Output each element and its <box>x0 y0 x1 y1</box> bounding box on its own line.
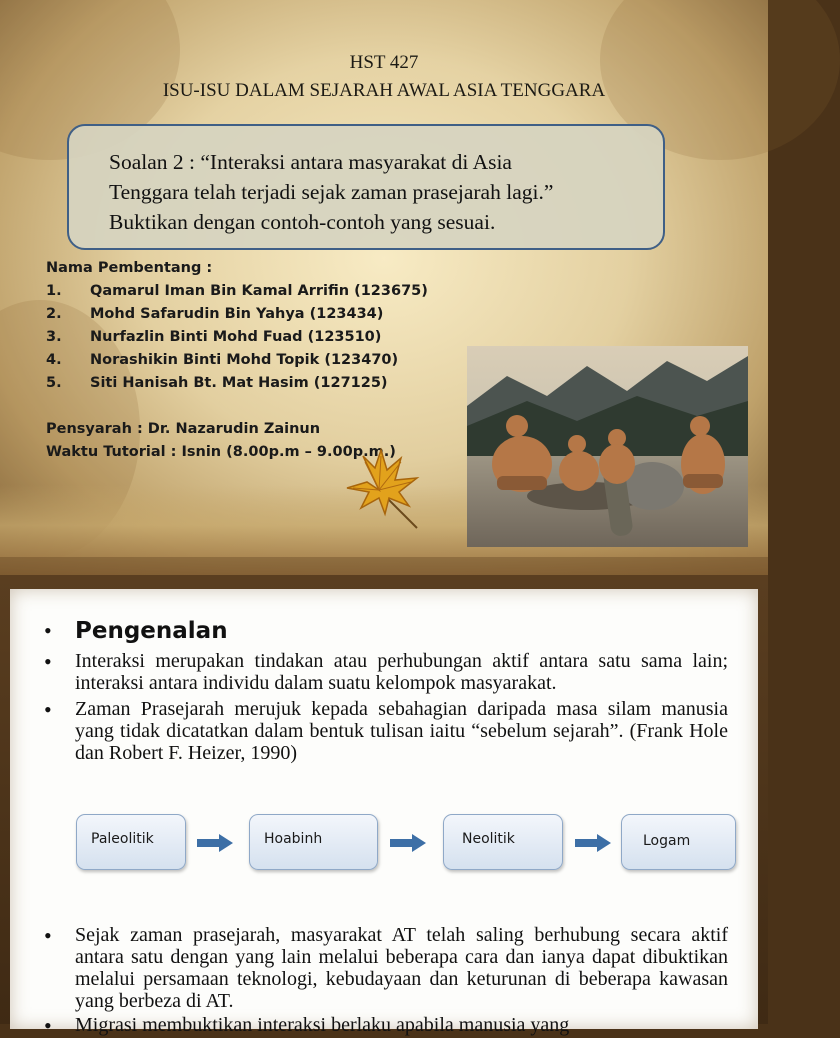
section-heading: Pengenalan <box>75 618 228 644</box>
arrow-right-icon <box>390 834 426 852</box>
presenter-number: 4. <box>46 352 62 368</box>
interaction-content <box>44 924 728 1037</box>
era-box-neolitik: Neolitik <box>443 814 563 870</box>
presenter-number: 3. <box>46 329 62 345</box>
presenter-name: Siti Hanisah Bt. Mat Hasim (127125) <box>90 375 388 391</box>
bullet-icon: • <box>44 697 52 722</box>
prehistoric-people-photo <box>467 346 748 547</box>
presenter-name: Mohd Safarudin Bin Yahya (123434) <box>90 306 384 322</box>
bullet-icon: • <box>44 649 52 674</box>
lecturer-name: Pensyarah : Dr. Nazarudin Zainun <box>46 421 321 437</box>
bullet-icon: • <box>44 923 52 948</box>
heading-bullet <box>44 617 728 645</box>
era-box-hoabinh: Hoabinh <box>249 814 378 870</box>
introduction-slide <box>0 575 768 1038</box>
presenter-list-label: Nama Pembentang : <box>46 260 213 276</box>
presenter-list <box>46 257 428 395</box>
migration-paragraph: Migrasi membuktikan interaksi berlaku apabila manusia yang <box>75 1014 570 1036</box>
question-line: Soalan 2 : “Interaksi antara masyarakat di Asia <box>109 150 512 174</box>
presenter-name: Nurfazlin Binti Mohd Fuad (123510) <box>90 329 382 345</box>
question-line: Buktikan dengan contoh-contoh yang sesuai. <box>109 210 496 234</box>
lecturer-info <box>46 418 396 464</box>
definition-interaksi: Interaksi merupakan tindakan atau perhubungan aktif antara satu sama lain; interaksi antara individu dalam suatu kelompok masyarakat. <box>75 650 728 694</box>
era-box-paleolitik: Paleolitik <box>76 814 186 870</box>
presenter-item <box>46 372 428 395</box>
tutorial-time: Waktu Tutorial : Isnin (8.00p.m – 9.00p.m.) <box>46 444 396 460</box>
bullet-item <box>44 650 728 694</box>
paper-torn-edge <box>0 557 768 575</box>
maple-leaf-icon <box>345 448 427 532</box>
presenter-item <box>46 326 428 349</box>
introduction-content <box>44 617 728 764</box>
presenter-number: 5. <box>46 375 62 391</box>
course-title: ISU-ISU DALAM SEJARAH AWAL ASIA TENGGARA <box>162 80 606 101</box>
bullet-item <box>44 924 728 1012</box>
bullet-icon: • <box>44 1013 52 1038</box>
interaction-paragraph: Sejak zaman prasejarah, masyarakat AT telah saling berhubung secara aktif antara satu dengan yang lain melalui beberapa cara dan ianya dapat dibuktikan melalui persamaan teknologi, kebudayaan dan keturunan di beberapa kawasan yang berbeza di AT. <box>75 924 728 1012</box>
arrow-right-icon <box>575 834 611 852</box>
question-box <box>67 124 665 250</box>
definition-prasejarah: Zaman Prasejarah merujuk kepada sebahagian daripada masa silam manusia yang tidak dicatatkan dalam bentuk tulisan iaitu “sebelum sejarah”. (Frank Hole dan Robert F. Heizer, 1990) <box>75 698 728 764</box>
arrow-right-icon <box>197 834 233 852</box>
bullet-item <box>44 698 728 764</box>
bullet-icon: • <box>44 618 52 643</box>
presenter-item <box>46 349 428 372</box>
era-flow-diagram <box>0 814 768 874</box>
era-box-logam: Logam <box>621 814 736 870</box>
presenter-item <box>46 303 428 326</box>
bullet-item <box>44 1014 728 1037</box>
presenter-item <box>46 280 428 303</box>
question-line: Tenggara telah terjadi sejak zaman prasejarah lagi.” <box>109 180 554 204</box>
presenter-name: Norashikin Binti Mohd Topik (123470) <box>90 352 399 368</box>
course-code: HST 427 <box>349 52 419 73</box>
presenter-name: Qamarul Iman Bin Kamal Arrifin (123675) <box>90 283 428 299</box>
presenter-number: 2. <box>46 306 62 322</box>
presenter-number: 1. <box>46 283 62 299</box>
